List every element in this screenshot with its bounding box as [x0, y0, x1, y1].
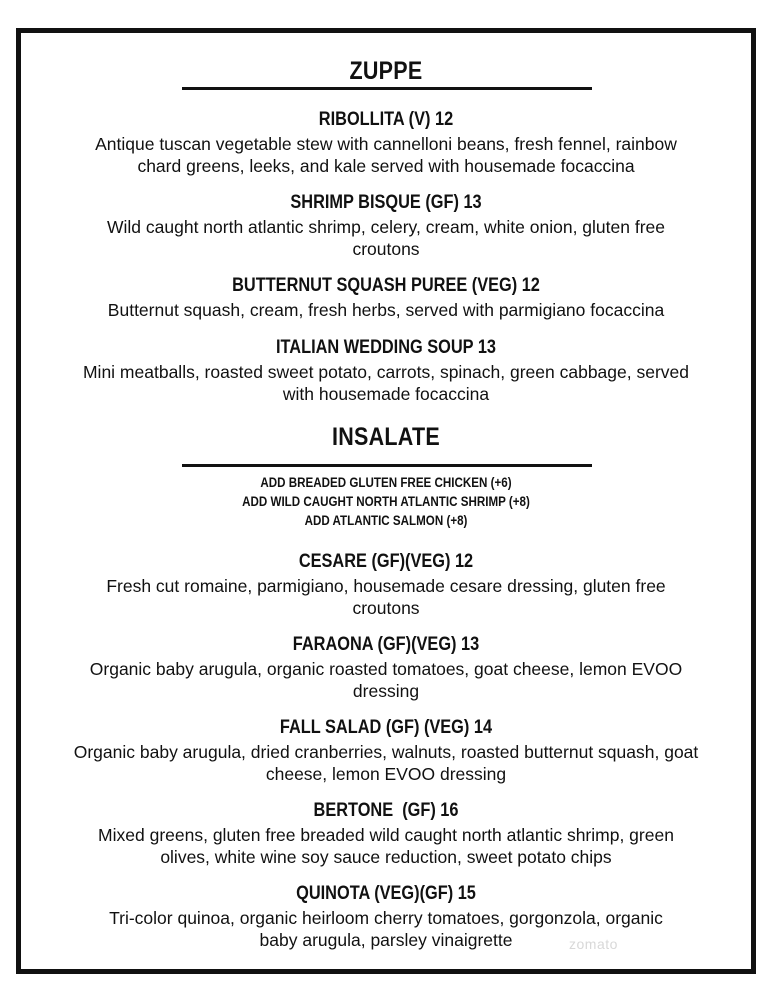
- menu-item-description: [35, 299, 737, 321]
- menu-item-description: [35, 907, 737, 951]
- menu-item-description: [35, 824, 737, 868]
- menu-item-name: CESARE (GF)(VEG) 12: [298, 551, 474, 572]
- section-divider: [182, 464, 592, 467]
- description-line: cheese, lemon EVOO dressing: [265, 764, 507, 784]
- addon-line: ADD BREADED GLUTEN FREE CHICKEN (+6): [260, 475, 512, 490]
- menu-item-name: QUINOTA (VEG)(GF) 15: [296, 883, 476, 904]
- menu-item: [35, 275, 737, 321]
- description-line: dressing: [352, 681, 420, 701]
- menu-item: [35, 192, 737, 260]
- description-line: Antique tuscan vegetable stew with cannelloni beans, fresh fennel, rainbow: [95, 134, 677, 154]
- menu-item-name: ITALIAN WEDDING SOUP 13: [275, 337, 496, 358]
- salad-addons: [21, 473, 751, 530]
- menu-item-name: FARAONA (GF)(VEG) 13: [292, 634, 480, 655]
- menu-page: [16, 28, 756, 974]
- menu-item-name: BUTTERNUT SQUASH PUREE (VEG) 12: [232, 275, 540, 296]
- section-divider: [182, 87, 592, 90]
- menu-item: [35, 551, 737, 619]
- description-line: Wild caught north atlantic shrimp, celery, cream, white onion, gluten free: [107, 217, 665, 237]
- description-line: Mini meatballs, roasted sweet potato, carrots, spinach, green cabbage, served: [82, 362, 690, 382]
- watermark-logo: zomato: [569, 936, 618, 952]
- description-line: Fresh cut romaine, parmigiano, housemade cesare dressing, gluten free: [106, 576, 666, 596]
- description-line: with housemade focaccina: [282, 384, 490, 404]
- menu-item: [35, 883, 737, 951]
- description-line: baby arugula, parsley vinaigrette: [259, 930, 513, 950]
- menu-item: [35, 717, 737, 785]
- description-line: croutons: [352, 598, 420, 618]
- description-line: olives, white wine soy sauce reduction, sweet potato chips: [160, 847, 612, 867]
- description-line: croutons: [352, 239, 420, 259]
- menu-item-description: [35, 133, 737, 177]
- menu-item-description: [35, 361, 737, 405]
- section-title-insalate: INSALATE: [332, 423, 440, 451]
- description-line: chard greens, leeks, and kale served with housemade focaccina: [137, 156, 635, 176]
- description-line: Organic baby arugula, organic roasted tomatoes, goat cheese, lemon EVOO: [89, 659, 683, 679]
- menu-item: [35, 800, 737, 868]
- description-line: Tri-color quinoa, organic heirloom cherry tomatoes, gorgonzola, organic: [109, 908, 663, 928]
- menu-item-description: [35, 216, 737, 260]
- menu-item: [35, 337, 737, 405]
- description-line: Organic baby arugula, dried cranberries, walnuts, roasted butternut squash, goat: [73, 742, 699, 762]
- menu-item-name: RIBOLLITA (V) 12: [318, 109, 454, 130]
- addon-line: ADD ATLANTIC SALMON (+8): [304, 513, 468, 528]
- description-line: Butternut squash, cream, fresh herbs, served with parmigiano focaccina: [107, 300, 665, 320]
- section-title-zuppe: ZUPPE: [349, 57, 423, 85]
- menu-item: [35, 109, 737, 177]
- menu-item-name: BERTONE (GF) 16: [313, 800, 459, 821]
- menu-item-description: [35, 658, 737, 702]
- menu-item-description: [35, 575, 737, 619]
- menu-item-name: SHRIMP BISQUE (GF) 13: [290, 192, 482, 213]
- menu-item: [35, 634, 737, 702]
- description-line: Mixed greens, gluten free breaded wild caught north atlantic shrimp, green: [98, 825, 674, 845]
- addon-line: ADD WILD CAUGHT NORTH ATLANTIC SHRIMP (+8): [242, 494, 530, 509]
- menu-item-name: FALL SALAD (GF) (VEG) 14: [279, 717, 493, 738]
- menu-item-description: [35, 741, 737, 785]
